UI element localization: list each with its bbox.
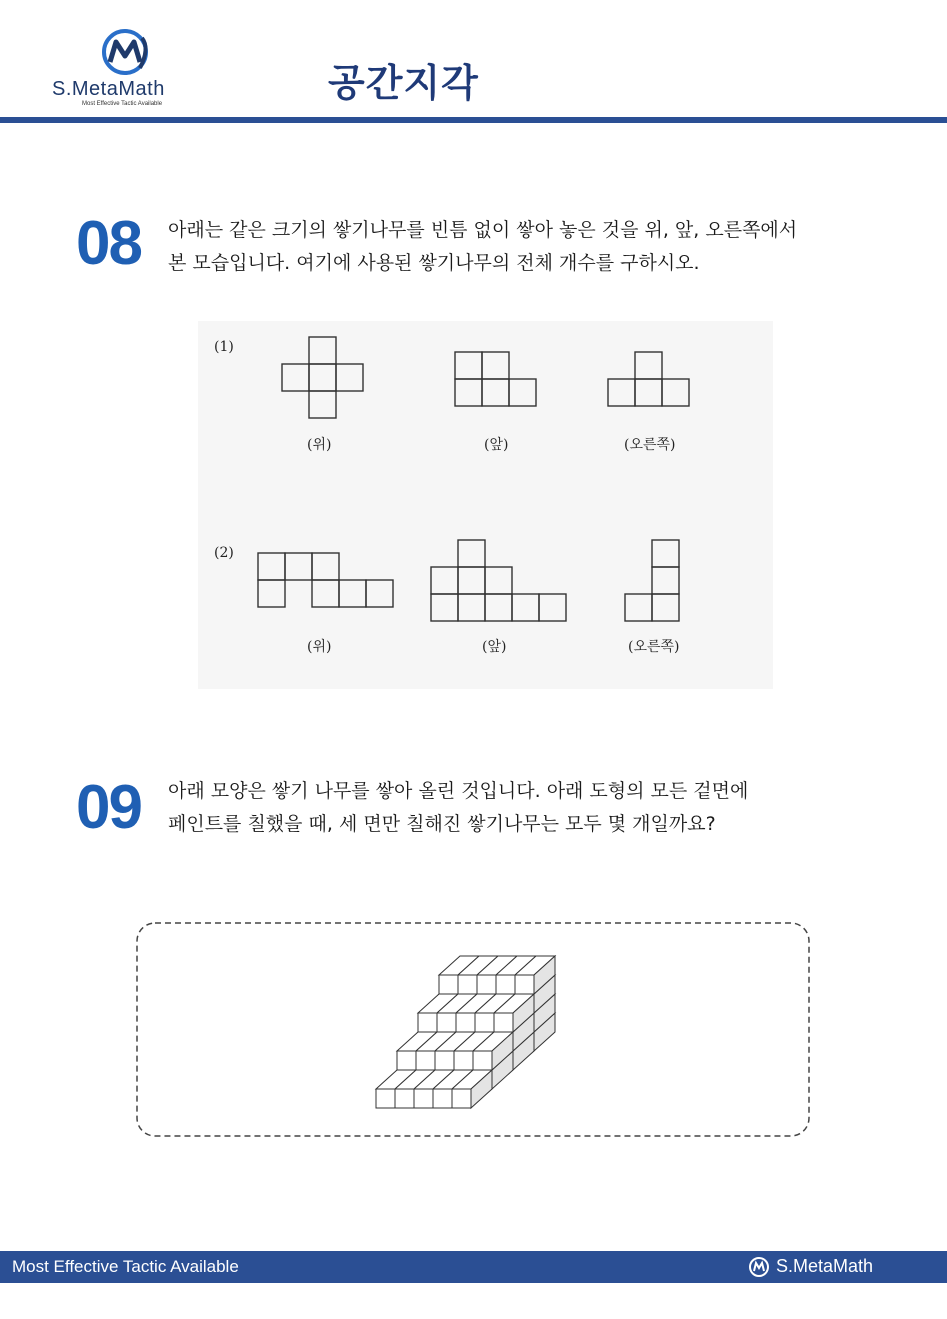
part2-front-view [431, 540, 566, 621]
page-header [0, 0, 947, 125]
view-label-top: (위) [307, 639, 332, 655]
footer-brand: S.MetaMath [776, 1256, 874, 1276]
page-title: 공간지각 [328, 61, 479, 105]
part2-right-view [625, 540, 679, 621]
header-divider [0, 117, 947, 123]
views-diagram [198, 321, 773, 689]
question-number: 09 [76, 773, 141, 842]
view-label-top: (위) [307, 437, 332, 453]
staircase-figure-box [133, 920, 813, 1140]
brand-tagline: Most Effective Tactic Available [82, 101, 163, 107]
part1-right-view [608, 352, 689, 406]
staircase-diagram [133, 920, 813, 1140]
part1-label: (1) [214, 339, 234, 355]
page-footer [0, 1251, 947, 1283]
view-label-front: (앞) [482, 639, 507, 655]
part2-top-view [258, 553, 393, 607]
brand-name: S.MetaMath [52, 78, 165, 100]
question-line: 페인트를 칠했을 때, 세 면만 칠해진 쌓기나무는 모두 몇 개일까요? [168, 813, 716, 835]
question-number: 08 [76, 209, 141, 278]
part1-front-view [455, 352, 536, 406]
view-label-front: (앞) [484, 437, 509, 453]
question-line: 아래는 같은 크기의 쌓기나무를 빈틈 없이 쌓아 놓은 것을 위, 앞, 오른쪽에서 [168, 219, 798, 241]
question-text [168, 214, 797, 280]
part2-label: (2) [214, 545, 234, 561]
footer-logo-icon [748, 1256, 770, 1278]
views-figure [198, 321, 773, 689]
part1-top-view [282, 337, 363, 418]
footer-tagline: Most Effective Tactic Available [12, 1257, 239, 1276]
view-label-right: (오른쪽) [628, 639, 680, 655]
view-label-right: (오른쪽) [624, 437, 676, 453]
question-line: 아래 모양은 쌓기 나무를 쌓아 올린 것입니다. 아래 도형의 모든 겉면에 [168, 780, 749, 802]
question-line: 본 모습입니다. 여기에 사용된 쌓기나무의 전체 개수를 구하시오. [168, 252, 700, 274]
question-text [168, 775, 748, 841]
